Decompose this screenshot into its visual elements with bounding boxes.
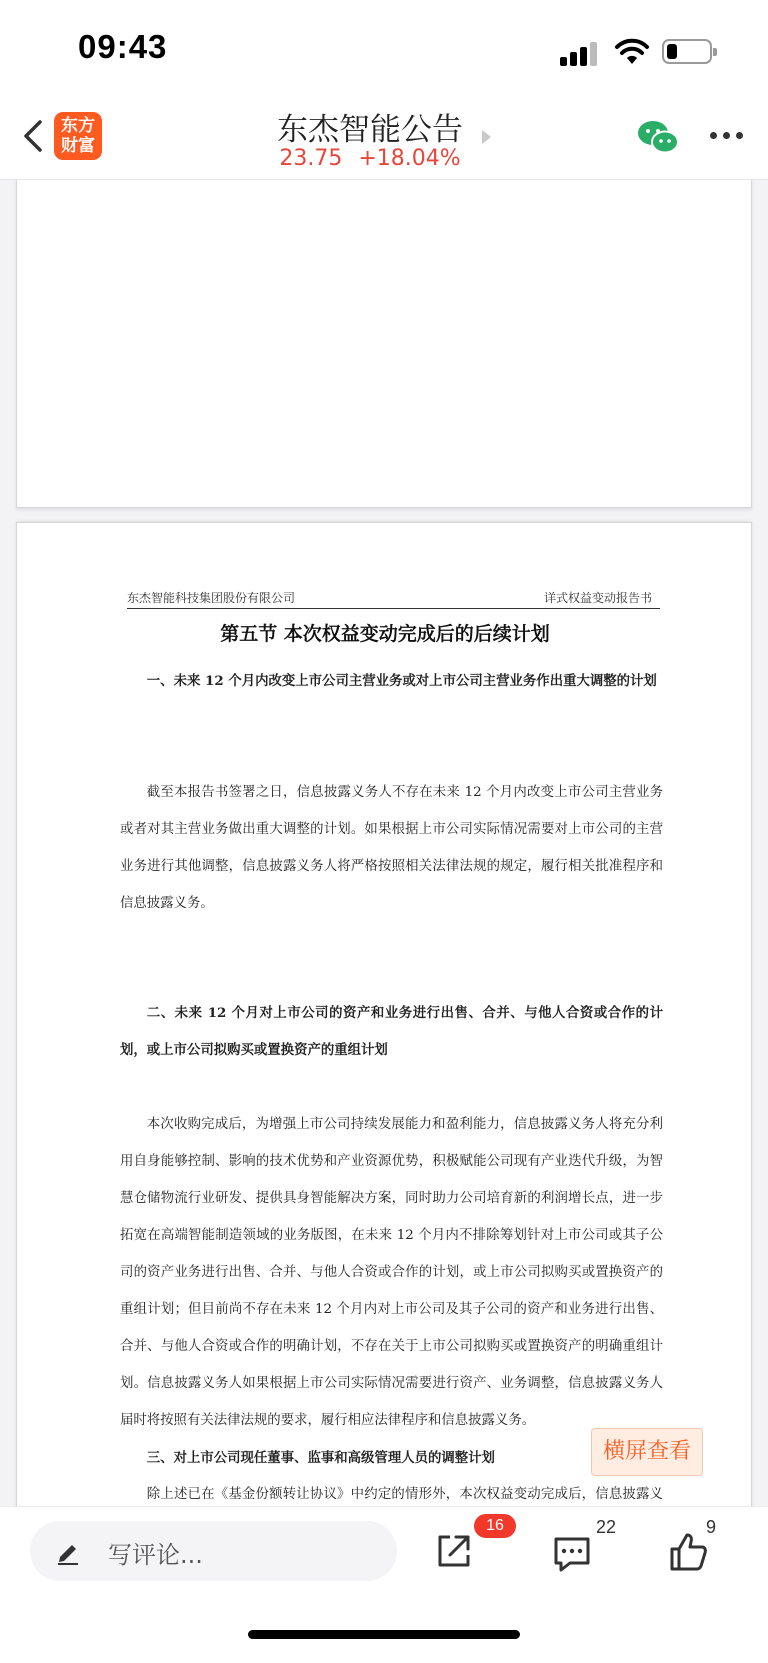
share-icon[interactable] [434,1531,474,1571]
nav-bar [0,96,768,180]
document-page-previous [16,180,752,508]
landscape-view-button[interactable]: 横屏查看 [591,1428,703,1476]
paragraph-2: 本次收购完成后，为增强上市公司持续发展能力和盈利能力，信息披露义务人将充分利用自身能够控制、影响的技术优势和产业资源优势，积极赋能公司现有产业迭代升级，为智慧仓储物流行业研发、提供具身智能解决方案，同时助力公司培育新的利润增长点，进一步拓宽在高端智能制造领域的业务版图，在未来 12 个月内不排除筹划针对上市公司或其子公司的资产业务进行出售、合并、与他人合资或合作的计划，或上市公司拟购买或置换资产的重组计划；但目前尚不存在未来 12 个月内对上市公司及其子公司的资产和业务进行出售、合并、与他人合资或合作的明确计划，不存在关于上市公司拟购买或置换资产的明确重组计划。信息披露义务人如果根据上市公司实际情况需要进行资产、业务调整，信息披露义务人届时将按照有关法律法规的要求，履行相应法律程序和信息披露义务。 [120,1117,663,1428]
pen-icon [54,1537,82,1565]
logo-text-line1: 东方 [61,116,95,136]
page-title[interactable]: 东杰智能公告 [277,112,463,148]
stock-change: +18.04% [358,146,461,171]
heading-1: 一、未来 12 个月内改变上市公司主营业务或对上市公司主营业务作出重大调整的计划 [146,673,657,689]
bottom-action-bar [0,1506,768,1663]
wechat-share-icon[interactable] [636,118,680,156]
logo-text-line2: 财富 [61,136,95,156]
header-report-name: 详式权益变动报告书 [543,591,652,605]
section-title: 第五节 本次权益变动完成后的后续计划 [220,623,550,645]
wifi-icon [614,38,650,66]
more-options-icon[interactable] [710,132,744,142]
eastmoney-logo[interactable] [54,112,102,160]
thumbs-up-icon[interactable] [668,1531,710,1573]
header-company: 东杰智能科技集团股份有限公司 [127,591,296,605]
paragraph-1: 截至本报告书签署之日，信息披露义务人不存在未来 12 个月内改变上市公司主营业务或者对其主营业务做出重大调整的计划。如果根据上市公司实际情况需要对上市公司的主营业务进行其他调整，信息披露义务人将严格按照相关法律法规的规定，履行相关批准程序和信息披露义务。 [120,785,663,911]
status-time: 09:43 [78,28,168,65]
document-header [127,587,660,609]
heading-2: 二、未来 12 个月对上市公司的资产和业务进行出售、合并、与他人合资或合作的计划，或上市公司拟购买或置换资产的重组计划 [120,1005,663,1058]
comment-placeholder: 写评论... [108,1541,203,1569]
share-count-badge: 16 [474,1514,516,1538]
expand-triangle-icon[interactable] [482,130,491,144]
heading-3: 三、对上市公司现任董事、监事和高级管理人员的调整计划 [146,1450,495,1466]
comment-count: 22 [596,1517,617,1537]
cellular-signal-icon [560,42,600,66]
home-indicator[interactable] [248,1630,520,1639]
paragraph-3: 除上述已在《基金份额转让协议》中约定的情形外，本次权益变动完成后，信息披露义 [146,1487,663,1502]
document-page [16,522,752,1522]
like-count: 9 [706,1517,717,1537]
battery-icon [662,39,712,64]
comment-input[interactable] [30,1521,397,1581]
stock-price: 23.75 [279,146,343,171]
back-chevron-icon[interactable] [18,116,48,156]
status-bar [0,0,768,96]
stock-quote[interactable] [240,146,500,171]
comment-icon[interactable] [552,1535,592,1573]
